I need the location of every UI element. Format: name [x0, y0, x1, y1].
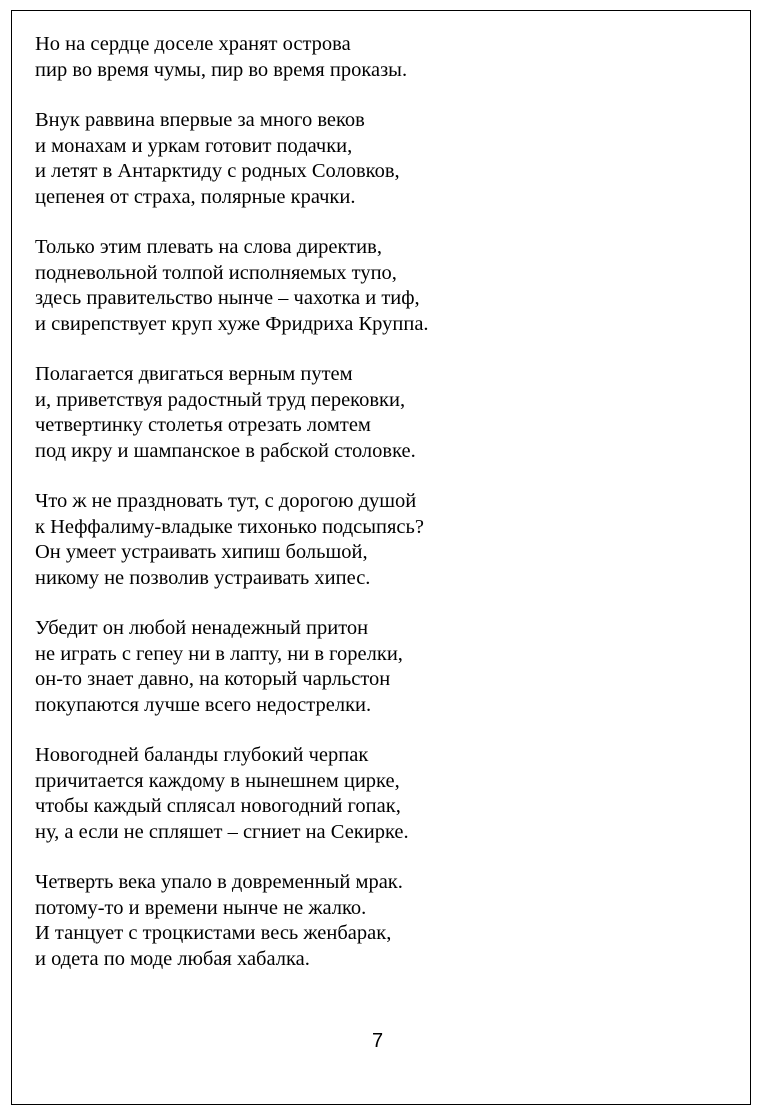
poem-line: и летят в Антарктиду с родных Соловков,	[35, 160, 400, 182]
stanza-8	[35, 870, 735, 972]
poem-line: подневольной толпой исполняемых тупо,	[35, 261, 397, 284]
stanza-3	[35, 235, 735, 337]
poem-line: пир во время чумы, пир во время проказы.	[35, 58, 408, 81]
poem-line: Полагается двигаться верным путем	[35, 363, 353, 385]
poem-line: причитается каждому в нынешнем цирке,	[35, 769, 400, 792]
poem-line: Что ж не праздновать тут, с дорогою душой	[35, 490, 417, 512]
poem-line: и монахам и уркам готовит подачки,	[35, 134, 353, 157]
poem-line: Новогодней баланды глубокий черпак	[35, 744, 369, 766]
poem	[35, 32, 735, 997]
stanza-7	[35, 743, 735, 845]
poem-line: Но на сердце доселе хранят острова	[35, 33, 351, 55]
poem-line: здесь правительство нынче – чахотка и тиф,	[35, 287, 420, 309]
poem-line: и, приветствуя радостный труд перековки,	[35, 388, 406, 411]
stanza-4	[35, 362, 735, 464]
poem-line: чтобы каждый сплясал новогодний гопак,	[35, 795, 401, 817]
poem-line: покупаются лучше всего недострелки.	[35, 693, 372, 716]
poem-line: Внук раввина впервые за много веков	[35, 109, 365, 131]
poem-line: четвертинку столетья отрезать ломтем	[35, 414, 371, 436]
poem-line: Только этим плевать на слова директив,	[35, 236, 382, 258]
poem-line: Он умеет устраивать хипиш большой,	[35, 541, 368, 563]
page-number: 7	[372, 1030, 384, 1052]
poem-line: Убедит он любой ненадежный притон	[35, 617, 369, 639]
poem-line: никому не позволив устраивать хипес.	[35, 566, 371, 589]
poem-line: цепенея от страха, полярные крачки.	[35, 185, 356, 208]
poem-line: не играть с гепеу ни в лапту, ни в горелки,	[35, 642, 403, 665]
poem-line: к Неффалиму-владыке тихонько подсыпясь?	[35, 515, 424, 538]
poem-line: И танцует с троцкистами весь женбарак,	[35, 922, 392, 944]
stanza-6	[35, 616, 735, 718]
stanza-1	[35, 32, 735, 83]
poem-line: ну, а если не спляшет – сгниет на Секирке.	[35, 820, 409, 843]
poem-line: потому-то и времени нынче не жалко.	[35, 896, 367, 919]
poem-line: Четверть века упало в довременный мрак.	[35, 871, 403, 893]
poem-line: и свирепствует круп хуже Фридриха Круппа.	[35, 312, 429, 335]
stanza-5	[35, 489, 735, 591]
poem-line: под икру и шампанское в рабской столовке.	[35, 439, 416, 462]
poem-line: и одета по моде любая хабалка.	[35, 947, 310, 970]
stanza-2	[35, 108, 735, 210]
poem-line: он-то знает давно, на который чарльстон	[35, 668, 391, 690]
